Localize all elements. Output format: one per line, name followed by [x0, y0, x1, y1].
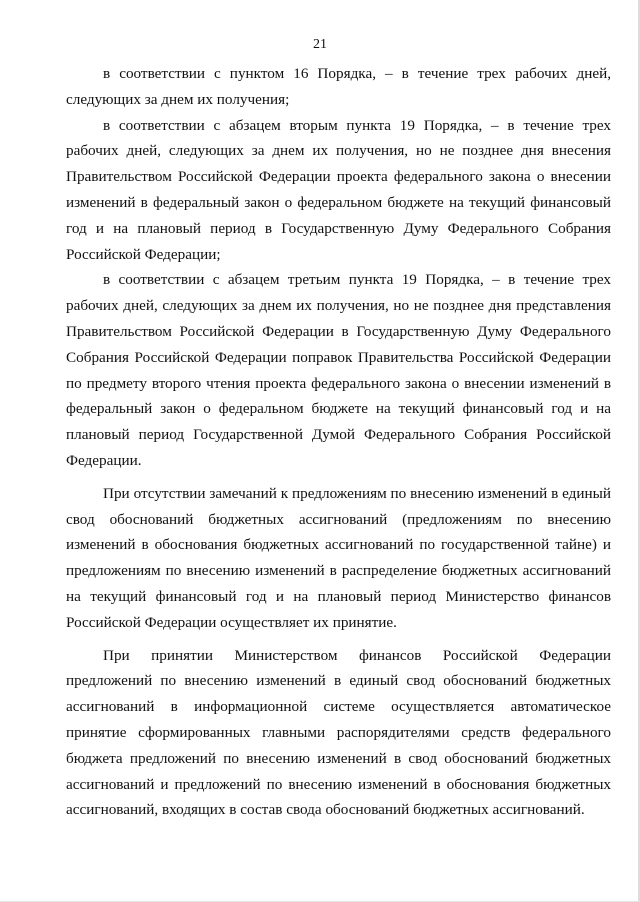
page-number: 21 — [313, 37, 327, 52]
paragraph-item-19-second: в соответствии с абзацем вторым пункта 19 Порядка, – в течение трех рабочих дней, следующих за днем их получения, но не позднее дня внесения Правительством Российской Федерации проекта федерального закона о внесении изменений в федеральный закон о федеральном бюджете на текущий финансовый год и на плановый период в Государственную Думу Федерального Собрания Российской Федерации; — [66, 116, 611, 263]
paragraph-no-remarks: При отсутствии замечаний к предложениям по внесению изменений в единый свод обоснований бюджетных ассигнований (предложениям по внесению изменений в обоснования бюджетных ассигнований по государственной тайне) и предложениям по внесению изменений в распределение бюджетных ассигнований на текущий финансовый год и на плановый период Министерство финансов Российской Федерации осуществляет их принятие. — [66, 484, 611, 631]
paragraph-item-19-third: в соответствии с абзацем третьим пункта 19 Порядка, – в течение трех рабочих дней, следующих за днем их получения, но не позднее дня представления Правительством Российской Федерации в Государственную Думу Федерального Собрания Российской Федерации поправок Правительства Российской Федерации по предмету второго чтения проекта федерального закона о внесении изменений в федеральный закон о федеральном бюджете на текущий финансовый год и на плановый период Государственной Думой Федерального Собрания Российской Федерации. — [66, 271, 611, 469]
paragraph-acceptance: При принятии Министерством финансов Российской Федерации предложений по внесению изменений в единый свод обоснований бюджетных ассигнований в информационной системе осуществляется автоматическое принятие сформированных главными распорядителями средств федерального бюджета предложений по внесению изменений в свод обоснований бюджетных ассигнований и предложений по внесению изменений в обоснования бюджетных ассигнований, входящих в состав свода обоснований бюджетных ассигнований. — [66, 646, 611, 819]
document-body — [66, 61, 611, 823]
paragraph-item-16: в соответствии с пунктом 16 Порядка, – в течение трех рабочих дней, следующих за днем их получения; — [66, 65, 611, 108]
